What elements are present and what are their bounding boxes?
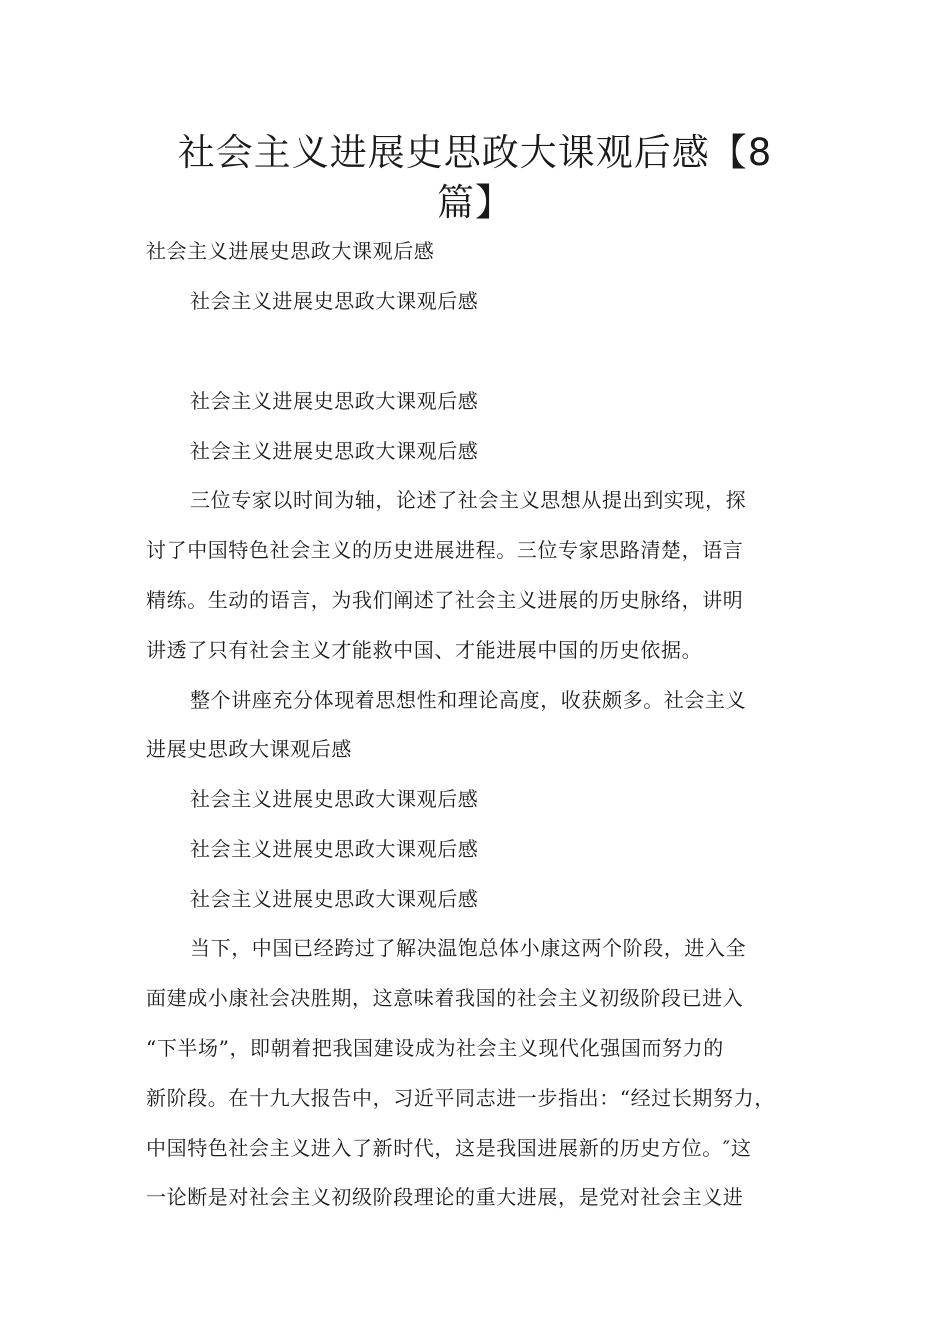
- text-line: 社会主义进展史思政大课观后感: [190, 787, 479, 811]
- paragraph-line: 讲透了只有社会主义才能救中国、才能进展中国的历史依据。: [146, 638, 703, 662]
- paragraph-line: 讨了中国特色社会主义的历史进展进程。三位专家思路清楚，语言: [146, 538, 744, 562]
- paragraph-line: 精练。生动的语言，为我们阐述了社会主义进展的历史脉络，讲明: [146, 588, 744, 612]
- paragraph-line: 整个讲座充分体现着思想性和理论高度，收获颇多。社会主义: [190, 688, 747, 712]
- text-line: 社会主义进展史思政大课观后感: [190, 887, 479, 911]
- paragraph-line: 面建成小康社会决胜期，这意味着我国的社会主义初级阶段已进入: [146, 986, 744, 1010]
- paragraph-line: “下半场”，即朝着把我国建设成为社会主义现代化强国而努力的: [146, 1036, 724, 1060]
- text-line: 社会主义进展史思政大课观后感: [190, 289, 479, 313]
- text-line: 社会主义进展史思政大课观后感: [190, 389, 479, 413]
- paragraph-line: 进展史思政大课观后感: [146, 737, 352, 761]
- text-line: 社会主义进展史思政大课观后感: [190, 837, 479, 861]
- text-line: 社会主义进展史思政大课观后感: [190, 439, 479, 463]
- paragraph-line: 三位专家以时间为轴，论述了社会主义思想从提出到实现，探: [190, 488, 747, 512]
- document-title: 社会主义进展史思政大课观后感【8篇】: [177, 131, 773, 224]
- paragraph-line: 中国特色社会主义进入了新时代，这是我国进展新的历史方位。″这: [146, 1136, 752, 1160]
- paragraph-line: 一论断是对社会主义初级阶段理论的重大进展，是党对社会主义进: [146, 1185, 744, 1209]
- paragraph-line: 新阶段。在十九大报告中，习近平同志进一步指出：“经过长期努力，: [146, 1086, 775, 1110]
- paragraph-line: 当下，中国已经跨过了解决温饱总体小康这两个阶段，进入全: [190, 936, 747, 960]
- subtitle-line: 社会主义进展史思政大课观后感: [146, 239, 435, 263]
